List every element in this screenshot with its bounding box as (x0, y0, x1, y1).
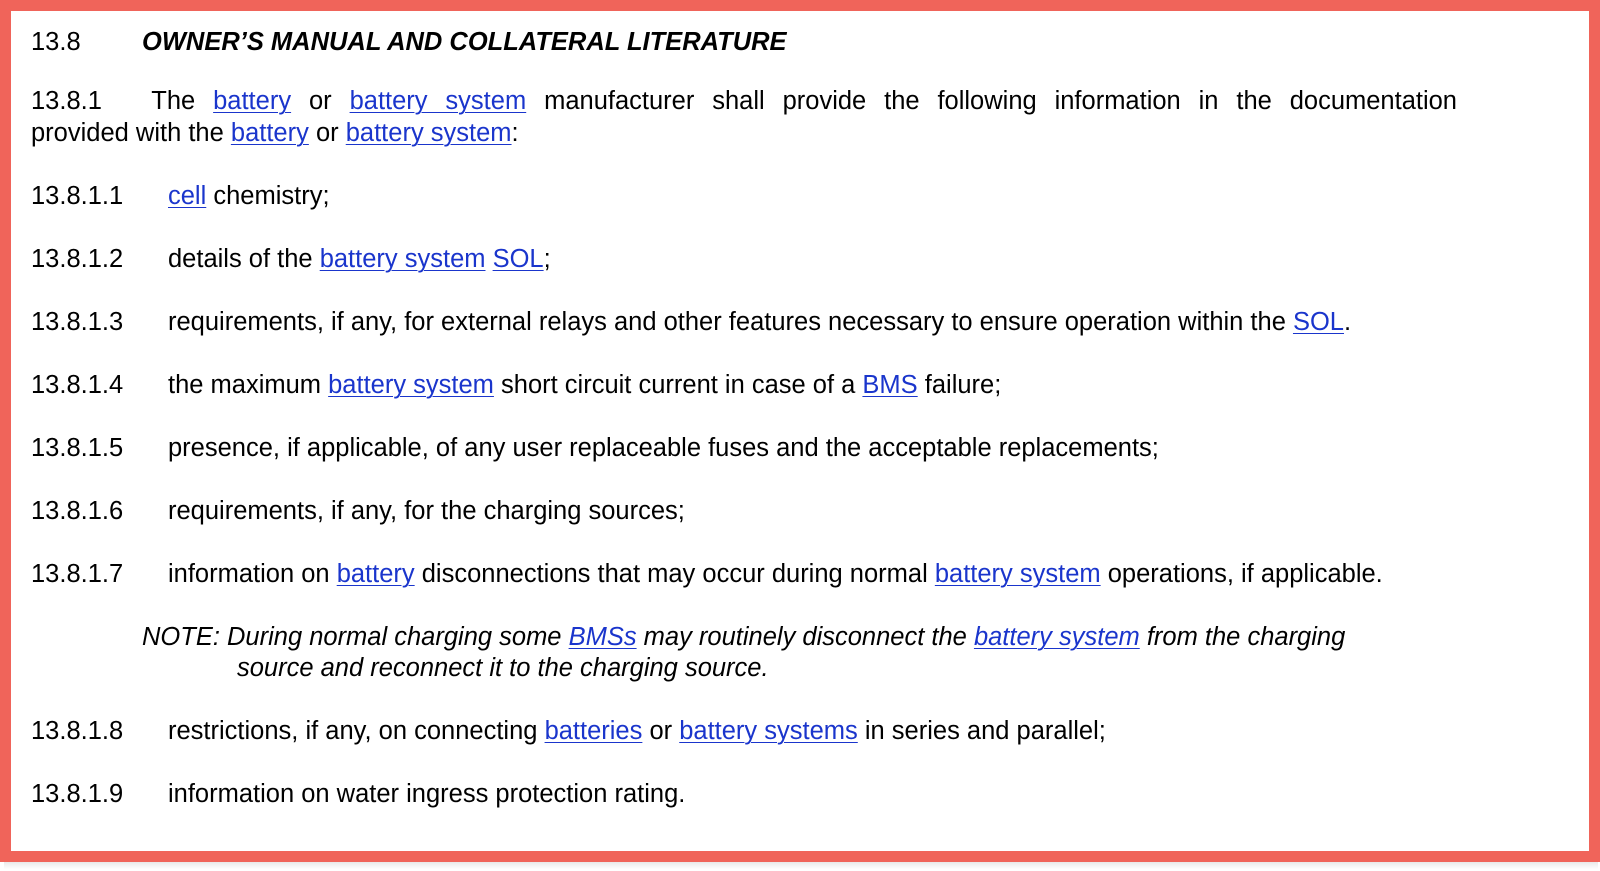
item-number: 13.8.1.7 (31, 560, 124, 588)
item-text: ; (543, 245, 551, 273)
item-text: in series and parallel; (857, 717, 1106, 745)
link-battery-system[interactable]: battery system (319, 245, 486, 273)
link-battery[interactable]: battery (230, 119, 309, 147)
note-text: from the charging (1139, 623, 1346, 651)
section-number: 13.8 (31, 28, 81, 56)
list-item-series-parallel (168, 715, 1106, 747)
item-text: chemistry; (206, 182, 330, 210)
item-text: the maximum (168, 371, 329, 399)
list-item-sol-details (168, 243, 551, 275)
item-number: 13.8.1.3 (31, 308, 124, 336)
intro-line-2 (31, 117, 519, 149)
intro-text: or (308, 87, 332, 115)
link-battery-system[interactable]: battery system (934, 560, 1101, 588)
list-item-cell-chemistry (168, 180, 330, 212)
note-line-1 (142, 621, 1345, 653)
note-line-2: source and reconnect it to the charging source. (237, 654, 769, 682)
item-text: requirements, if any, for the charging sources; (168, 497, 685, 525)
intro-text: manufacturer shall provide the following information in the documentation (544, 87, 1457, 115)
link-batteries[interactable]: batteries (544, 717, 643, 745)
item-text: failure; (917, 371, 1002, 399)
section-title: OWNER’S MANUAL AND COLLATERAL LITERATURE (142, 28, 787, 56)
intro-text: : (511, 119, 519, 147)
intro-text: provided with the (31, 119, 224, 147)
link-bms[interactable]: BMS (862, 371, 918, 399)
list-item-disconnections (168, 558, 1383, 590)
link-bmss[interactable]: BMSs (568, 623, 637, 651)
link-battery-system[interactable]: battery system (328, 371, 494, 399)
item-text: information on (168, 560, 337, 588)
item-number: 13.8.1.5 (31, 434, 124, 462)
link-sol[interactable]: SOL (1292, 308, 1344, 336)
link-battery-system[interactable]: battery system (349, 87, 527, 115)
link-sol[interactable]: SOL (492, 245, 544, 273)
item-number: 13.8.1.4 (31, 371, 124, 399)
item-text: information on water ingress protection rating. (168, 780, 686, 808)
note-text: NOTE: During normal charging some (142, 623, 569, 651)
item-text: operations, if applicable. (1100, 560, 1383, 588)
item-text: presence, if applicable, of any user replaceable fuses and the acceptable replacements; (168, 434, 1159, 462)
item-text: disconnections that may occur during normal (414, 560, 935, 588)
item-number: 13.8.1.2 (31, 245, 124, 273)
link-battery-systems[interactable]: battery systems (679, 717, 858, 745)
link-cell[interactable]: cell (168, 182, 207, 210)
link-battery-system[interactable]: battery system (345, 119, 512, 147)
item-text: short circuit current in case of a (493, 371, 863, 399)
item-number: 13.8.1.8 (31, 717, 124, 745)
note-text: may routinely disconnect the (636, 623, 974, 651)
list-item-fuses (168, 432, 1159, 464)
item-text (486, 245, 493, 273)
list-item-short-circuit (168, 369, 1001, 401)
list-item-charging-sources (168, 495, 685, 527)
intro-text: The (151, 87, 196, 115)
link-battery-system[interactable]: battery system (973, 623, 1140, 651)
item-text: . (1344, 308, 1352, 336)
item-text: or (642, 717, 680, 745)
link-battery[interactable]: battery (336, 560, 415, 588)
item-number: 13.8.1.1 (31, 182, 124, 210)
intro-number: 13.8.1 (31, 87, 102, 115)
item-text: restrictions, if any, on connecting (168, 717, 545, 745)
item-text: requirements, if any, for external relays and other features necessary to ensure operation within the (168, 308, 1293, 336)
intro-line-1 (31, 85, 1457, 117)
link-battery[interactable]: battery (213, 87, 292, 115)
item-number: 13.8.1.6 (31, 497, 124, 525)
intro-text: or (315, 119, 339, 147)
list-item-external-relays (168, 306, 1351, 338)
list-item-ingress-protection (168, 778, 685, 810)
frame-shadow (4, 862, 1598, 869)
item-text: details of the (168, 245, 320, 273)
item-number: 13.8.1.9 (31, 780, 124, 808)
